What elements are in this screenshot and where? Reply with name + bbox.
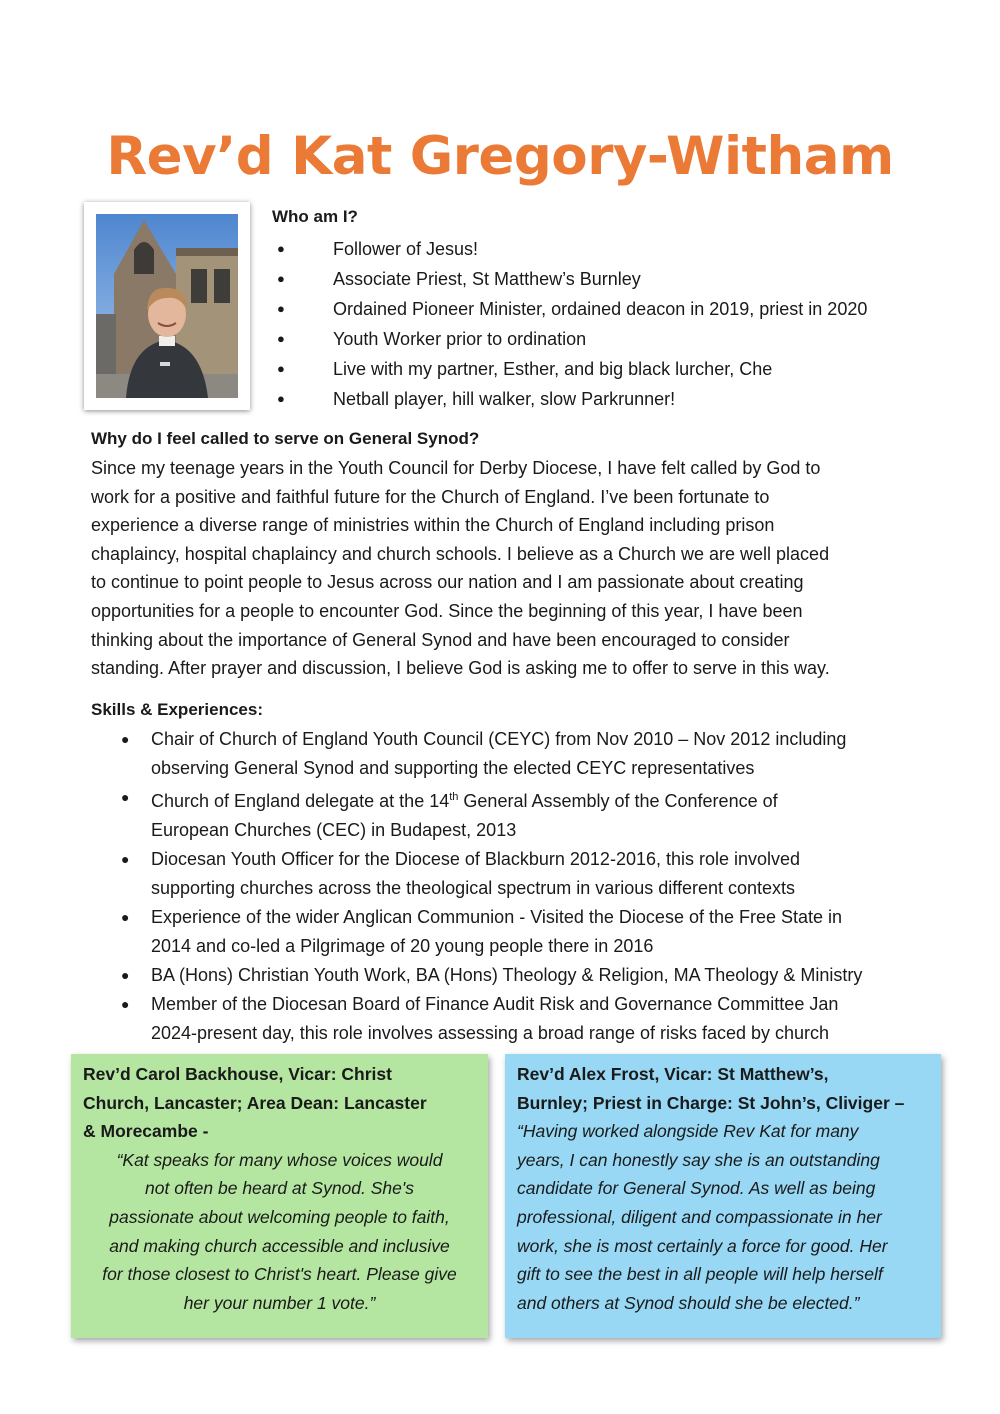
endorsement-quote: “Kat speaks for many whose voices would not often be heard at Synod. She's passionate about welcoming people to faith, and making church accessible and inclusive for those closest to Christ's heart. Please give her your number 1 vote.” bbox=[102, 1149, 457, 1313]
list-item: ● Chair of Church of England Youth Council (CEYC) from Nov 2010 – Nov 2012 including observing General Synod and supporting the elected CEYC representatives bbox=[91, 725, 931, 783]
why-synod-paragraph: Since my teenage years in the Youth Council for Derby Diocese, I have felt called by God to work for a positive and faithful future for the Church of England. I’ve been fortunate to experience a diverse range of ministries within the Church of England including prison chaplaincy, hospital chaplaincy and church schools. I believe as a Church we are well placed to continue to point people to Jesus across our nation and I am passionate about creating opportunities for a people to encounter God. Since the beginning of this year, I have been thinking about the importance of General Synod and have been encouraged to consider standing. After prayer and discussion, I believe God is asking me to offer to serve in this way. bbox=[91, 458, 830, 679]
bullet-icon: ● bbox=[121, 996, 130, 1012]
list-item: ● Experience of the wider Anglican Communion - Visited the Diocese of the Free State in 2014 and co-led a Pilgrimage of 20 young people there in 2016 bbox=[91, 903, 931, 961]
list-item: ● Ordained Pioneer Minister, ordained deacon in 2019, priest in 2020 bbox=[272, 294, 867, 324]
list-item: ● BA (Hons) Christian Youth Work, BA (Hons) Theology & Religion, MA Theology & Ministry bbox=[91, 961, 931, 990]
bullet-icon: ● bbox=[277, 241, 285, 256]
list-item: ● Netball player, hill walker, slow Parkrunner! bbox=[272, 384, 867, 414]
who-am-i-heading: Who am I? bbox=[272, 207, 358, 226]
list-item: ● Live with my partner, Esther, and big black lurcher, Che bbox=[272, 354, 867, 384]
endorser-name: Rev’d Carol Backhouse, Vicar: Christ Church, Lancaster; Area Dean: Lancaster & Morecambe - bbox=[83, 1064, 427, 1142]
portrait-image bbox=[96, 214, 238, 398]
why-synod-heading: Why do I feel called to serve on General Synod? bbox=[91, 429, 480, 448]
bullet-icon: ● bbox=[121, 967, 130, 983]
skills-heading: Skills & Experiences: bbox=[91, 700, 263, 719]
bullet-icon: ● bbox=[121, 731, 130, 747]
endorsement-quote: “Having worked alongside Rev Kat for many years, I can honestly say she is an outstanding candidate for General Synod. As well as being professional, diligent and compassionate in her work, she is most certainly a force for good. Her gift to see the best in all people will help herself and others at Synod should she be elected.” bbox=[517, 1121, 888, 1313]
bullet-icon: ● bbox=[277, 301, 285, 316]
bullet-icon: ● bbox=[277, 361, 285, 376]
list-item: ● Youth Worker prior to ordination bbox=[272, 324, 867, 354]
bullet-icon: ● bbox=[277, 391, 285, 406]
bullet-icon: ● bbox=[277, 271, 285, 286]
bullet-icon: ● bbox=[121, 851, 130, 867]
list-item: ● Diocesan Youth Officer for the Diocese of Blackburn 2012-2016, this role involved supporting churches across the theological spectrum in various different contexts bbox=[91, 845, 931, 903]
list-item: ● Follower of Jesus! bbox=[272, 234, 867, 264]
bullet-icon: ● bbox=[277, 331, 285, 346]
who-am-i-list bbox=[272, 234, 867, 414]
page-title: Rev’d Kat Gregory-Witham bbox=[106, 126, 894, 187]
bullet-icon: ● bbox=[121, 789, 130, 805]
list-item: ● Member of the Diocesan Board of Finance Audit Risk and Governance Committee Jan 2024-present day, this role involves assessing a broad range of risks faced by church bbox=[91, 990, 931, 1048]
profile-photo bbox=[84, 202, 250, 410]
skills-list bbox=[91, 725, 931, 1048]
endorsement-box-carol-backhouse bbox=[71, 1054, 488, 1338]
bullet-icon: ● bbox=[121, 909, 130, 925]
list-item: ● Church of England delegate at the 14th General Assembly of the Conference of European Churches (CEC) in Budapest, 2013 bbox=[91, 783, 931, 845]
list-item: ● Associate Priest, St Matthew’s Burnley bbox=[272, 264, 867, 294]
endorsement-box-alex-frost bbox=[505, 1054, 941, 1338]
endorser-name: Rev’d Alex Frost, Vicar: St Matthew’s, Burnley; Priest in Charge: St John’s, Cliviger – bbox=[517, 1064, 905, 1113]
